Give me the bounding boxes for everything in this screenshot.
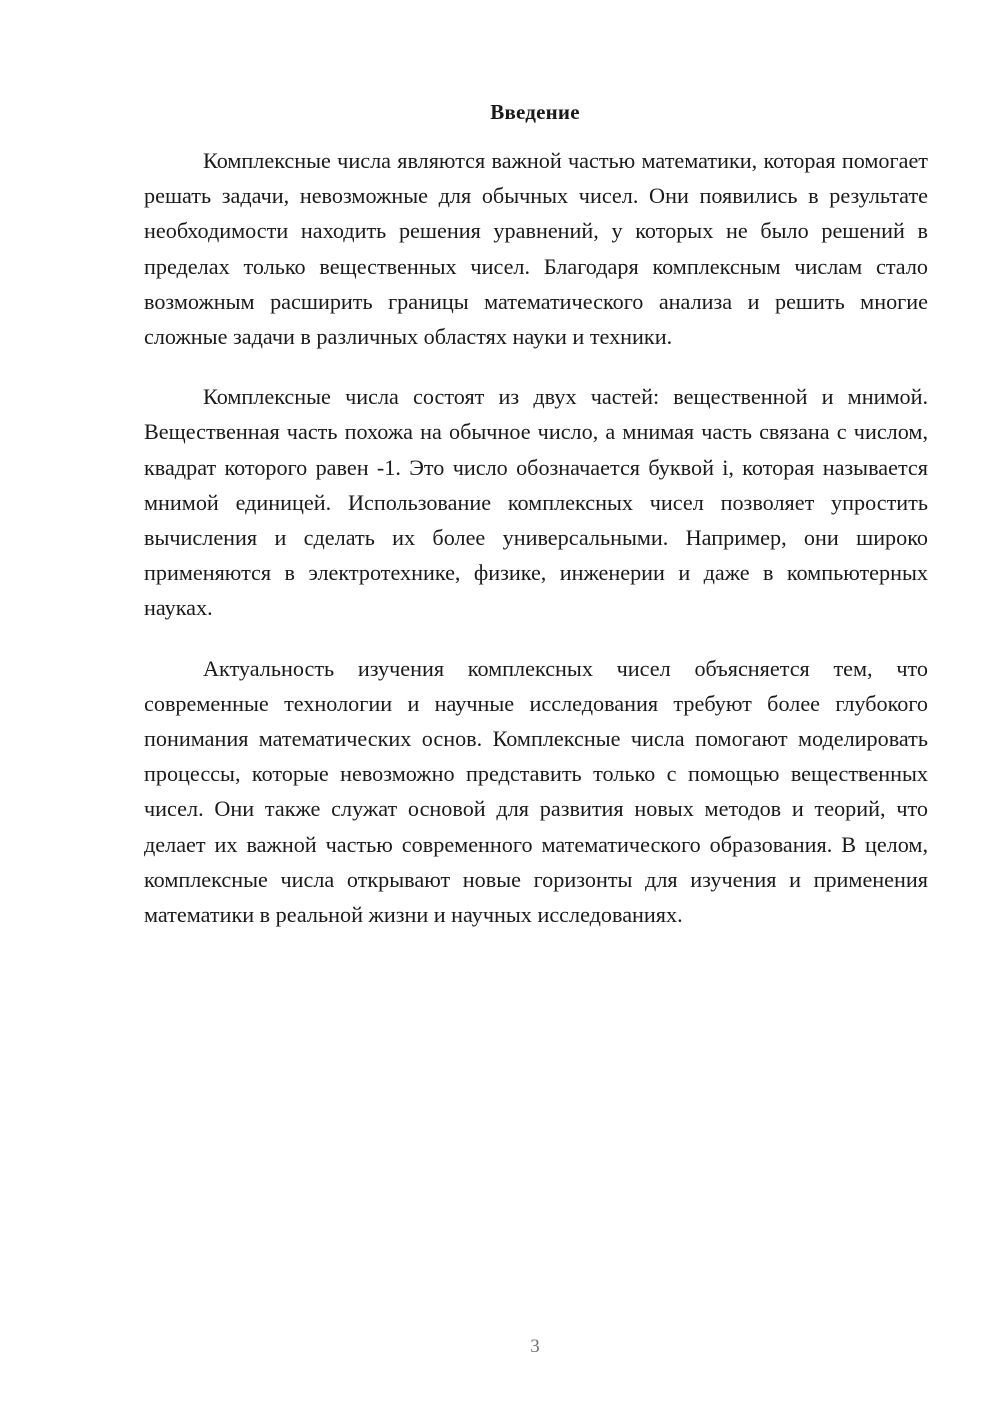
body-text — [144, 143, 928, 957]
paragraph-relevance: Актуальность изучения комплексных чисел объясняется тем, что современные технологии и научные исследования требуют более глубокого понимания математических основ. Комплексные числа помогают моделировать процессы, которые невозможно представить только с помощью вещественных чисел. Они также служат основой для развития новых методов и теорий, что делает их важной частью современного математического образования. В целом, комплексные числа открывают новые горизонты для изучения и применения математики в реальной жизни и научных исследованиях. — [144, 655, 928, 928]
paragraph-structure: Комплексные числа состоят из двух частей: вещественной и мнимой. Вещественная часть похожа на обычное число, а мнимая часть связана с числом, квадрат которого равен -1. Это число обозначается буквой i, которая называется мнимой единицей. Использование комплексных чисел позволяет упростить вычисления и сделать их более универсальными. Например, они широко применяются в электротехнике, физике, инженерии и даже в компьютерных науках. — [144, 384, 928, 621]
section-heading: Введение — [490, 100, 580, 124]
page-number: 3 — [530, 1336, 540, 1357]
paragraph-intro: Комплексные числа являются важной частью математики, которая помогает решать задачи, невозможные для обычных чисел. Они появились в результате необходимости находить решения уравнений, у которых не было решений в пределах только вещественных чисел. Благодаря комплексным числам стало возможным расширить границы математического анализа и решить многие сложные задачи в различных областях науки и техники. — [144, 148, 928, 350]
